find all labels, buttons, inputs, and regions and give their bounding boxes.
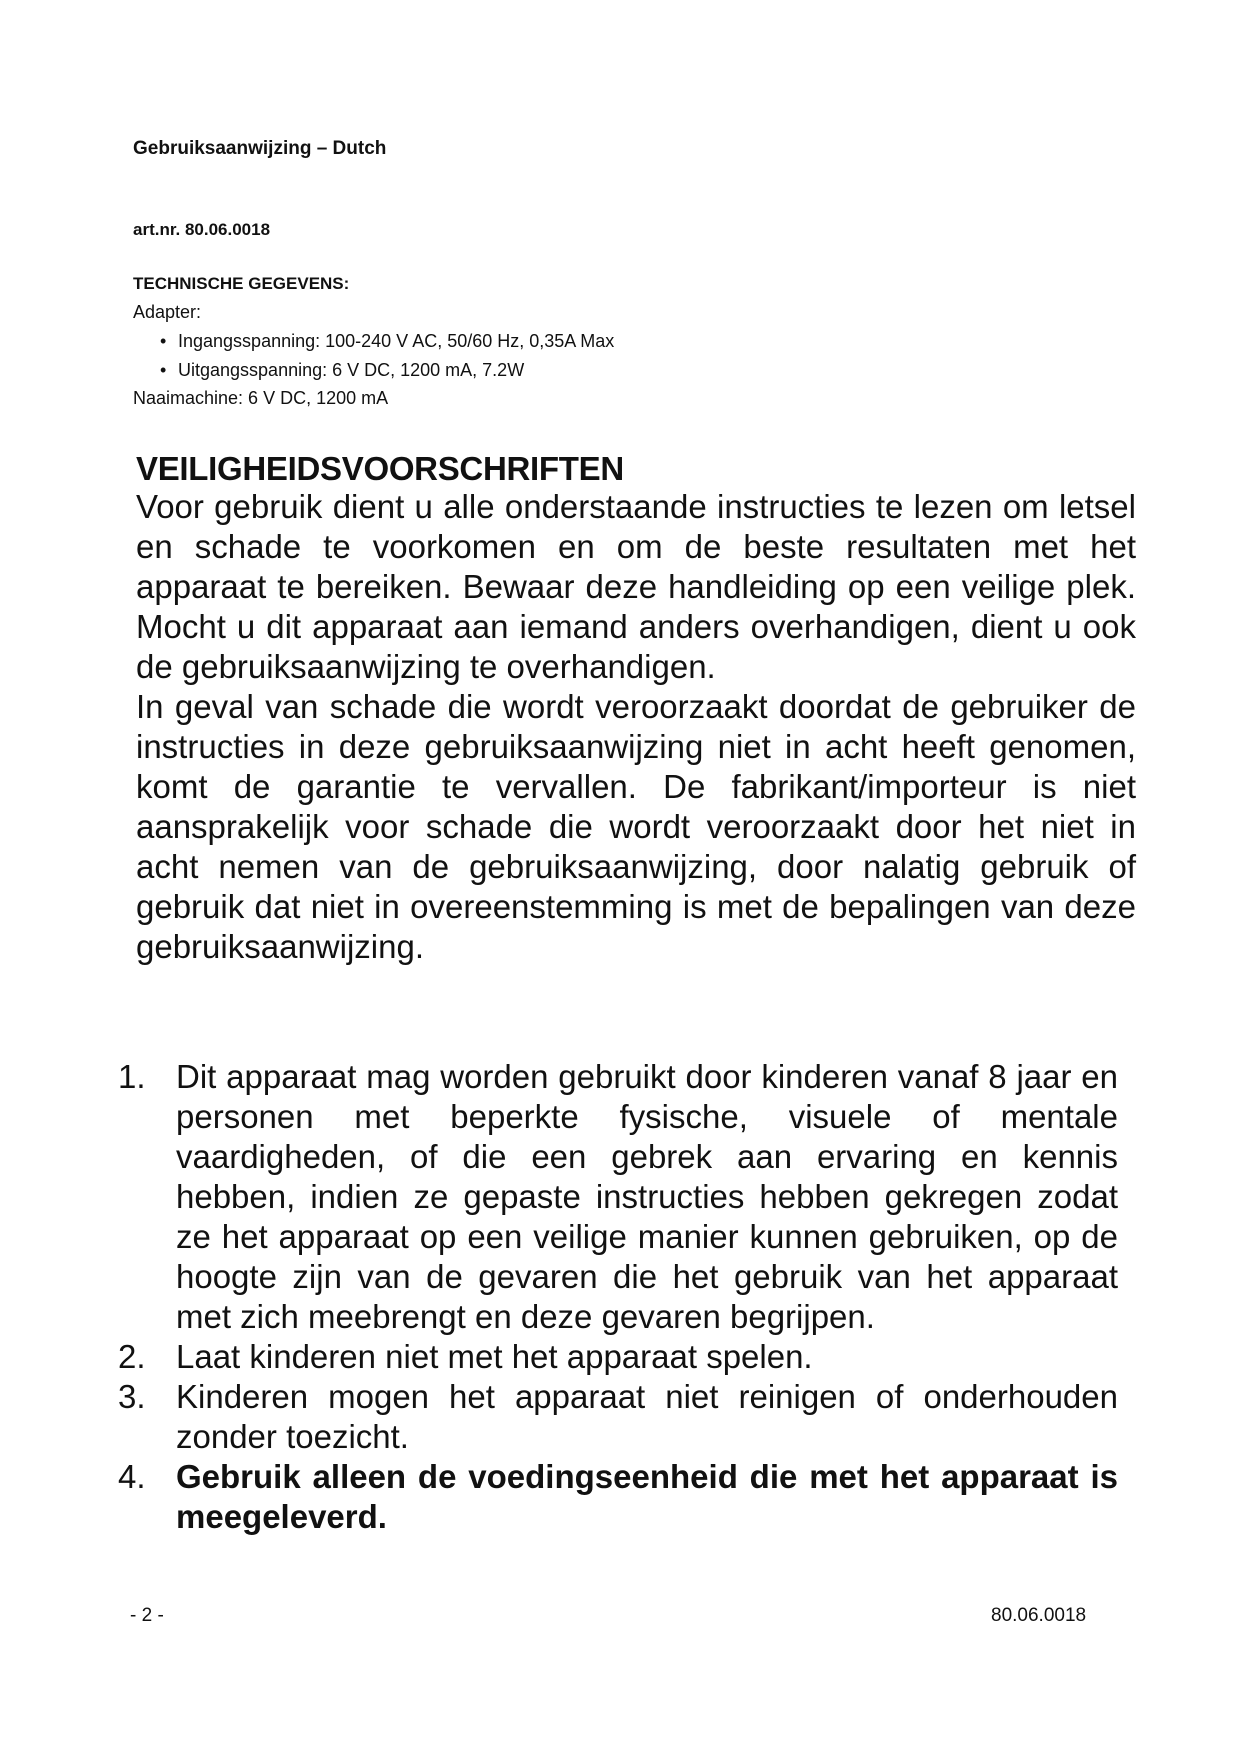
bullet-text: Uitgangsspanning: 6 V DC, 1200 mA, 7.2W [178,360,525,380]
list-number: 3. [118,1378,146,1415]
list-item [118,1057,1118,1337]
list-item [160,360,525,381]
safety-heading: VEILIGHEIDSVOORSCHRIFTEN [136,450,624,487]
article-number: art.nr. 80.06.0018 [133,220,271,239]
bullet-icon: • [160,331,167,351]
document-title: Gebruiksaanwijzing – Dutch [133,138,387,159]
bullet-icon: • [160,360,167,380]
list-item [118,1337,1118,1377]
list-number: 2. [118,1338,146,1375]
list-number: 4. [118,1458,146,1495]
bullet-text: Ingangsspanning: 100-240 V AC, 50/60 Hz, 0,35A Max [178,331,615,351]
list-item [160,331,615,352]
safety-list [118,1057,1118,1537]
list-item [118,1457,1118,1537]
machine-spec: Naaimachine: 6 V DC, 1200 mA [133,388,389,408]
list-text: Laat kinderen niet met het apparaat spelen. [176,1338,813,1375]
list-text: Kinderen mogen het apparaat niet reinigen of onderhouden zonder toezicht. [176,1378,1118,1455]
list-text: Gebruik alleen de voedingseenheid die met het apparaat is meegeleverd. [176,1458,1118,1535]
paragraph: In geval van schade die wordt veroorzaakt doordat de gebruiker de instructies in deze gebruiksaanwijzing niet in acht heeft genomen, komt de garantie te vervallen. De fabrikant/importeur is niet aansprakelijk voor schade die wordt veroorzaakt door het niet in acht nemen van de gebruiksaanwijzing, door nalatig gebruik of gebruik dat niet in overeenstemming is met de bepalingen van deze gebruiksaanwijzing. [136,688,1136,965]
adapter-label: Adapter: [133,302,202,322]
paragraph: Voor gebruik dient u alle onderstaande instructies te lezen om letsel en schade te voorkomen en om de beste resultaten met het apparaat te bereiken. Bewaar deze handleiding op een veilige plek. Mocht u dit apparaat aan iemand anders overhandigen, dient u ook de gebruiksaanwijzing te overhandigen. [136,488,1136,685]
list-text: Dit apparaat mag worden gebruikt door kinderen vanaf 8 jaar en personen met beperkte fysische, visuele of mentale vaardigheden, of die een gebrek aan ervaring en kennis hebben, indien ze gepaste instructies hebben gekregen zodat ze het apparaat op een veilige manier kunnen gebruiken, op de hoogte zijn van de gevaren die het gebruik van het apparaat met zich meebrengt en deze gevaren begrijpen. [176,1058,1118,1335]
footer-article-number: 80.06.0018 [991,1605,1087,1626]
technical-heading: TECHNISCHE GEGEVENS: [133,274,350,293]
list-number: 1. [118,1058,146,1095]
page-number: - 2 - [130,1605,164,1626]
safety-paragraphs [136,487,1136,967]
list-item [118,1377,1118,1457]
